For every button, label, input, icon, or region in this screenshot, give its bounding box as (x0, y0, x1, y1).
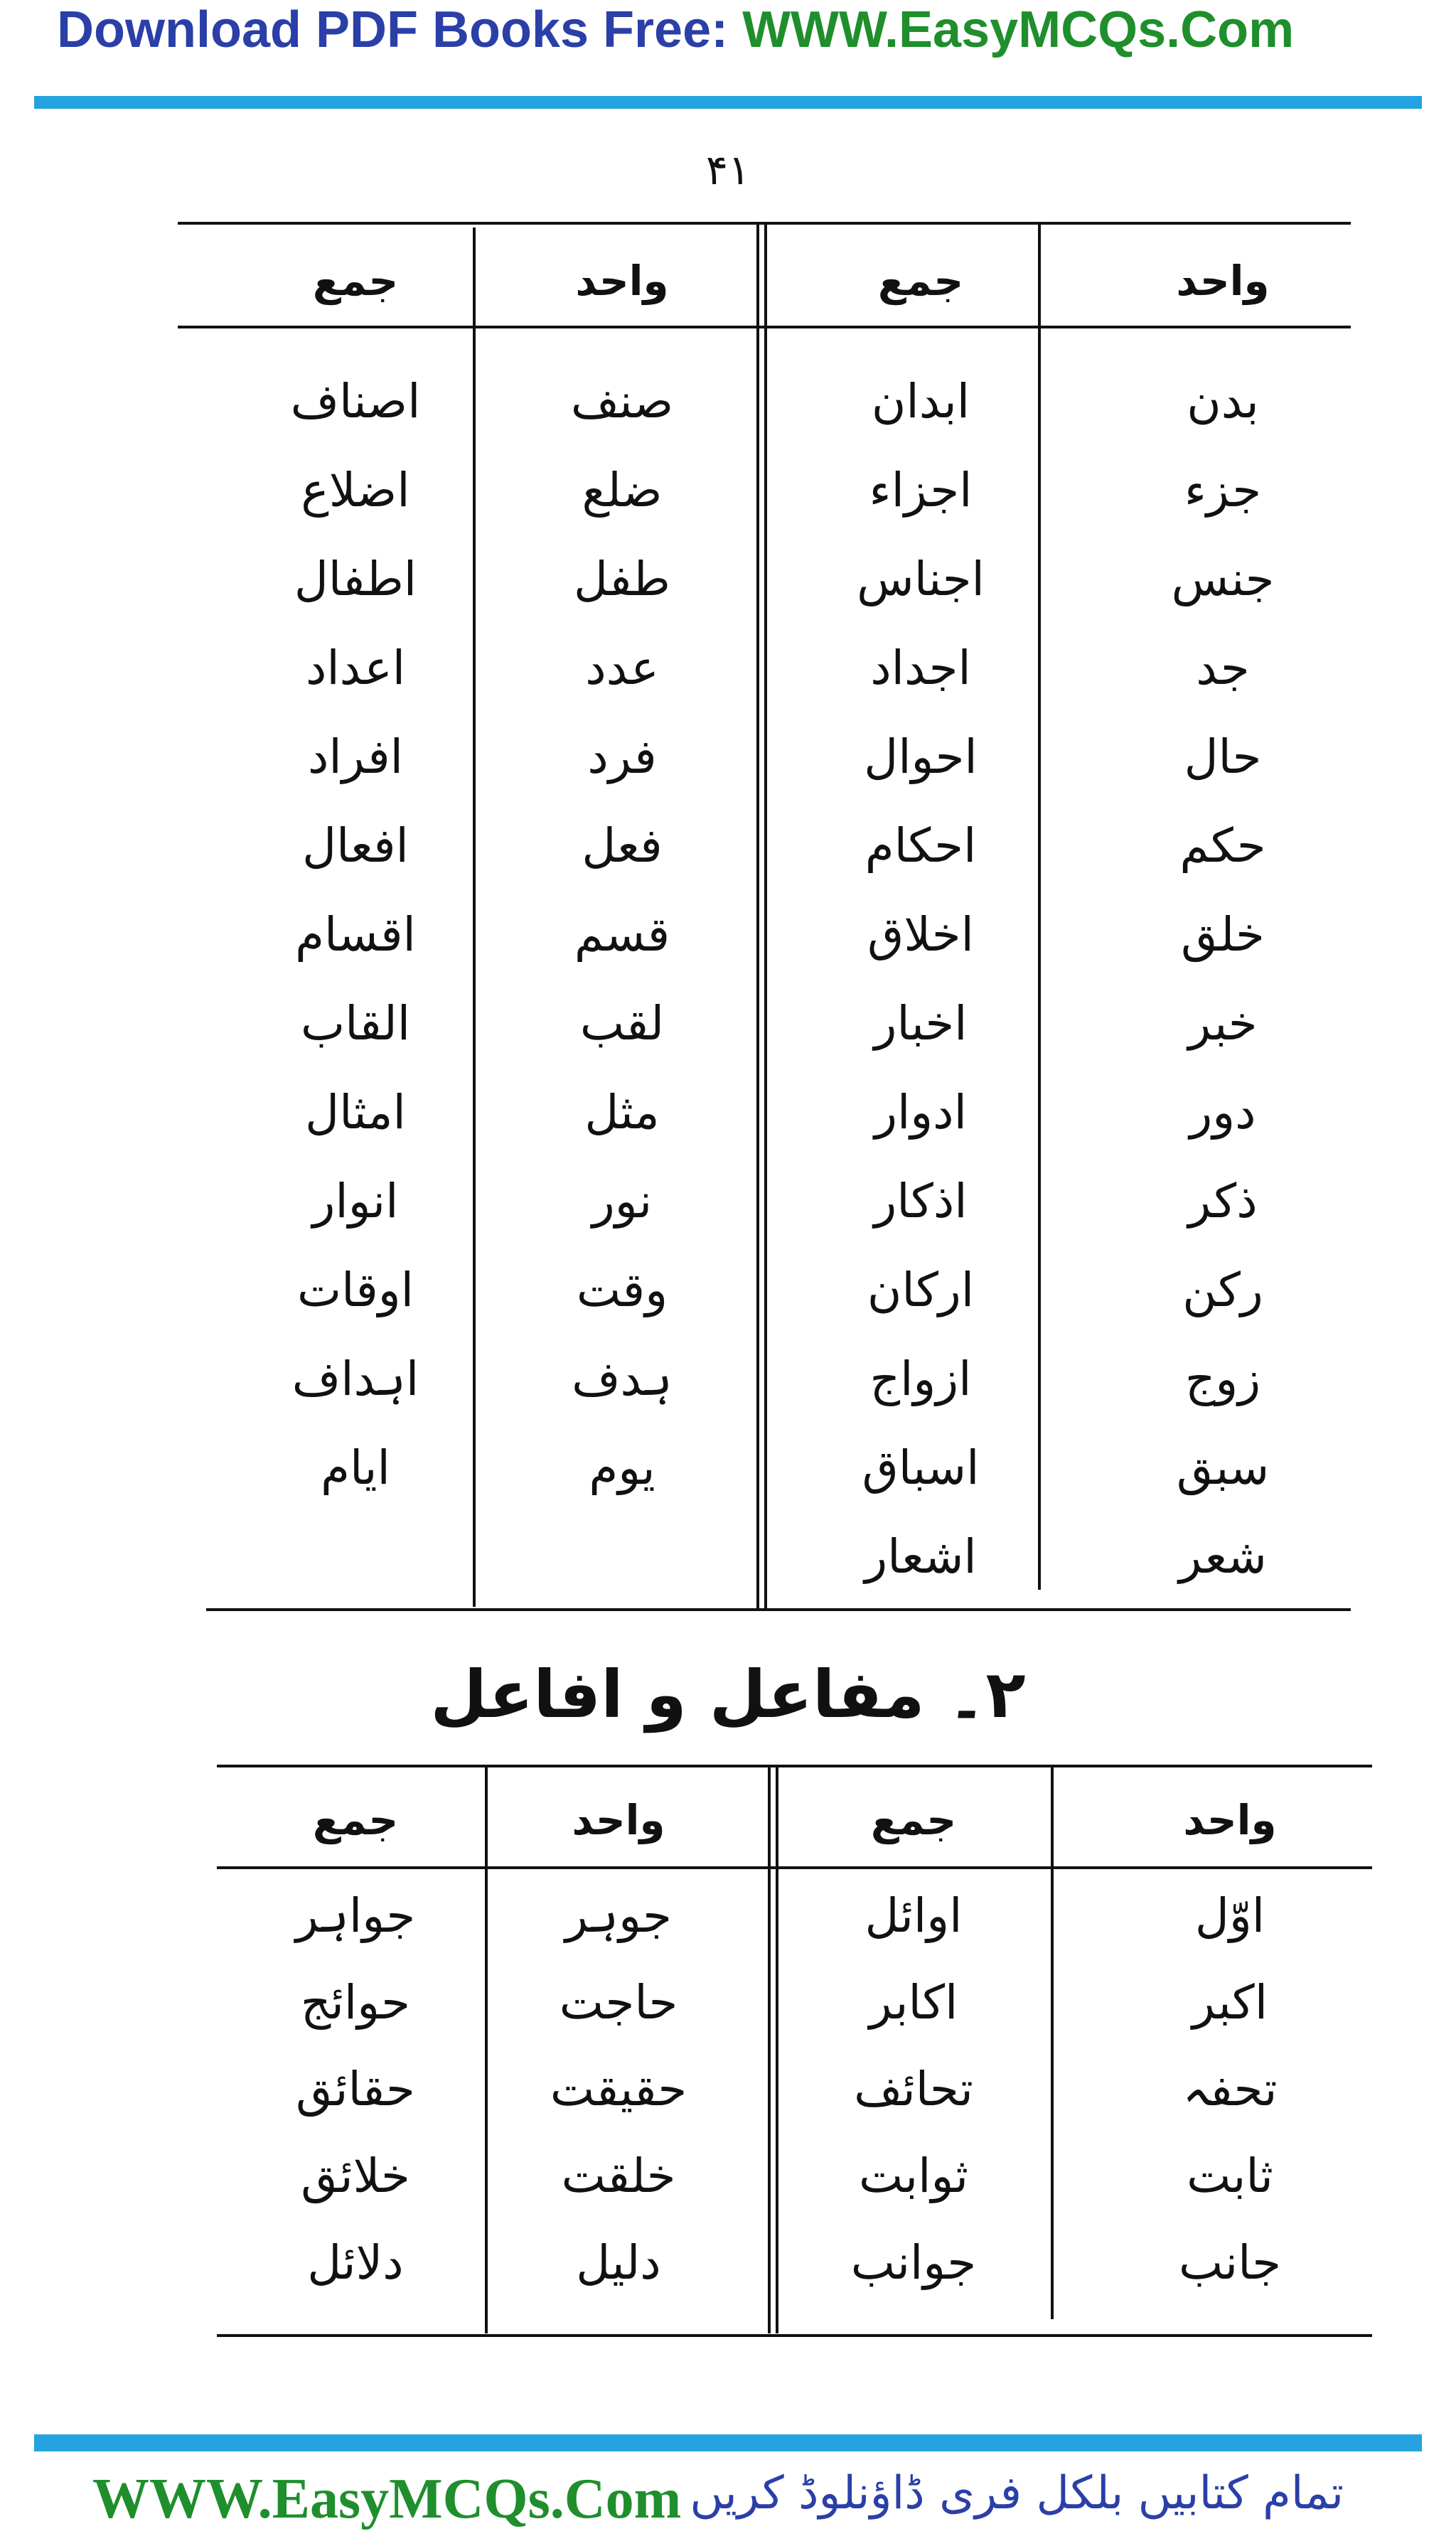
plural-cell: اجناس (857, 552, 985, 606)
singular-cell: حقیقت (550, 2062, 687, 2117)
table1-col-divider-2 (756, 225, 759, 1608)
plural-cell: حوائج (300, 1975, 411, 2030)
singular-cell: دلیل (576, 2235, 661, 2290)
plural-cell: اوقات (296, 1263, 414, 1317)
plural-cell: اسباق (862, 1440, 980, 1495)
plural-cell: اشعار (864, 1529, 977, 1584)
table2-top-rule (217, 1765, 1372, 1767)
plural-cell: افعال (302, 818, 409, 873)
singular-cell: طفل (574, 552, 670, 606)
plural-cell: تحائف (854, 2062, 973, 2117)
singular-cell: نور (592, 1174, 653, 1229)
plural-cell: اضلاع (301, 463, 410, 518)
plural-cell: اطفال (294, 552, 417, 606)
plural-cell: ایام (321, 1440, 390, 1495)
table1-col-divider-2b (764, 225, 767, 1608)
plural-cell: امثال (305, 1085, 406, 1140)
plural-cell: ازواج (869, 1352, 972, 1406)
singular-cell: صنف (570, 374, 674, 429)
plural-cell: ابدان (871, 374, 970, 429)
table-header-cell: واحد (575, 257, 669, 305)
plural-cell: انوار (312, 1174, 399, 1229)
banner-label: Download PDF Books Free: (57, 1, 743, 58)
banner-url: WWW.EasyMCQs.Com (742, 1, 1295, 58)
singular-cell: تحفہ (1182, 2062, 1278, 2117)
singular-cell: جوہر (565, 1888, 672, 1943)
plural-cell: دلائل (307, 2235, 404, 2290)
singular-cell: یوم (589, 1440, 655, 1495)
plural-cell: اجداد (870, 641, 971, 695)
plural-cell: احوال (864, 729, 978, 784)
singular-cell: فعل (582, 818, 663, 873)
table-header-cell: واحد (1183, 1796, 1277, 1844)
singular-cell: جزء (1184, 463, 1262, 518)
plural-cell: جوانب (850, 2235, 977, 2290)
singular-cell: دور (1189, 1085, 1256, 1140)
table2-col-divider-3 (1051, 1765, 1054, 2319)
singular-cell: بدن (1187, 374, 1259, 429)
singular-cell: ذکر (1188, 1174, 1258, 1229)
singular-cell: حکم (1179, 818, 1266, 873)
footer-urdu-tagline: تمام کتابیں بلکل فری ڈاؤنلوڈ کریں (690, 2467, 1344, 2520)
plural-cell: اکابر (869, 1975, 958, 2030)
plural-cell: ارکان (867, 1263, 975, 1317)
singular-cell: ضلع (582, 463, 663, 518)
download-banner-text[interactable] (57, 0, 1294, 60)
table2-header-rule (217, 1866, 1372, 1869)
table-header-cell: جمع (312, 257, 399, 305)
table2-col-divider-2 (768, 1765, 771, 2333)
table2-col-divider-1 (485, 1765, 488, 2333)
plural-cell: ثوابت (859, 2149, 968, 2203)
singular-cell: خلق (1181, 907, 1265, 962)
page-number: ۴۱ (705, 146, 751, 194)
plural-cell: اعداد (305, 641, 406, 695)
plural-cell: اہداف (291, 1352, 419, 1406)
singular-cell: رکن (1182, 1263, 1263, 1317)
plural-cell: اجزاء (869, 463, 973, 518)
singular-cell: ہدف (572, 1352, 673, 1406)
plural-cell: اوائل (864, 1888, 963, 1943)
plural-cell: حقائق (296, 2062, 415, 2117)
table-header-cell: جمع (877, 257, 964, 305)
singular-cell: حاجت (559, 1975, 678, 2030)
singular-cell: مثل (584, 1085, 660, 1140)
plural-cell: احکام (864, 818, 977, 873)
singular-cell: خبر (1188, 996, 1258, 1051)
plural-cell: اخبار (874, 996, 968, 1051)
table2-col-divider-2b (776, 1765, 778, 2333)
singular-cell: اوّل (1194, 1888, 1265, 1943)
table-header-cell: واحد (1176, 257, 1270, 305)
singular-cell: زوج (1184, 1352, 1261, 1406)
singular-cell: جانب (1178, 2235, 1282, 2290)
plural-cell: اخلاق (867, 907, 974, 962)
plural-cell: جواہر (295, 1888, 416, 1943)
table-header-cell: جمع (312, 1796, 399, 1844)
plural-cell: اقسام (295, 907, 416, 962)
singular-cell: سبق (1176, 1440, 1270, 1495)
plural-cell: اصناف (290, 374, 421, 429)
section-title: ۲۔ مفاعل و افاعل (430, 1657, 1026, 1733)
plural-cell: افراد (307, 729, 404, 784)
footer-site-link[interactable]: WWW.EasyMCQs.Com (92, 2468, 682, 2530)
top-banner (0, 0, 1456, 96)
table-header-cell: واحد (572, 1796, 665, 1844)
plural-cell: خلائق (301, 2149, 410, 2203)
top-divider (34, 96, 1422, 109)
table1-bottom-rule (206, 1608, 1351, 1611)
singular-cell: عدد (585, 641, 659, 695)
singular-cell: فرد (587, 729, 657, 784)
table-header-cell: جمع (870, 1796, 957, 1844)
singular-cell: شعر (1179, 1529, 1267, 1584)
singular-cell: حال (1184, 729, 1262, 784)
singular-cell: لقب (579, 996, 665, 1051)
plural-cell: القاب (300, 996, 411, 1051)
singular-cell: اکبر (1192, 1975, 1268, 2030)
singular-cell: وقت (576, 1263, 668, 1317)
singular-cell: ثابت (1187, 2149, 1273, 2203)
singular-cell: قسم (574, 907, 670, 962)
plural-cell: ادوار (874, 1085, 967, 1140)
singular-cell: جد (1196, 641, 1250, 695)
singular-cell: جنس (1171, 552, 1275, 606)
table2-bottom-rule (217, 2334, 1372, 2337)
bottom-divider (34, 2434, 1422, 2451)
singular-cell: خلقت (561, 2149, 676, 2203)
plural-cell: اذکار (874, 1174, 968, 1229)
